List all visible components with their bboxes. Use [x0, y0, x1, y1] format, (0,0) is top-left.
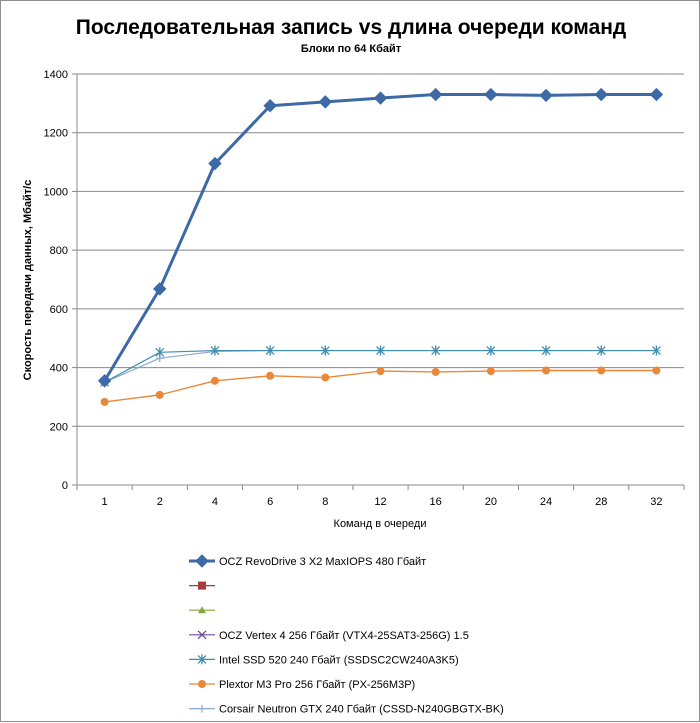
chart-title: Последовательная запись vs длина очереди команд [75, 16, 627, 39]
data-point [542, 367, 550, 375]
x-tick-label: 2 [156, 496, 163, 508]
legend-marker [196, 555, 208, 567]
data-point [211, 377, 219, 385]
data-point [487, 367, 495, 375]
series-4 [101, 346, 661, 388]
y-tick-label: 0 [61, 480, 68, 492]
x-tick-label: 20 [484, 496, 497, 508]
series-line [105, 95, 657, 381]
legend-marker [198, 680, 206, 688]
legend-entry [189, 555, 426, 568]
y-tick-label: 200 [49, 421, 68, 434]
x-tick-label: 12 [374, 496, 387, 508]
legend-entry [189, 654, 459, 666]
legend-entry [189, 704, 504, 716]
legend-entry [189, 630, 469, 642]
legend-label: Corsair Neutron GTX 240 Гбайт (CSSD-N240GBGTX-BK) [219, 703, 504, 716]
legend-marker [198, 705, 206, 713]
data-point [377, 367, 385, 375]
data-point [266, 372, 274, 380]
legend-label: OCZ RevoDrive 3 X2 MaxIOPS 480 Гбайт [219, 556, 427, 568]
legend-entry [189, 679, 415, 691]
series-layer [99, 89, 663, 406]
y-tick-label: 1000 [43, 186, 68, 199]
x-tick-label: 24 [539, 496, 553, 508]
data-point [432, 368, 440, 376]
x-tick-label: 32 [650, 496, 663, 508]
axes [77, 74, 684, 485]
legend-label: Plextor M3 Pro 256 Гбайт (PX-256M3P) [219, 679, 416, 691]
data-point [375, 92, 387, 104]
x-axis-label: Команд в очереди [333, 518, 427, 530]
y-axis-label: Скорость передачи данных, Мбайт/с [22, 179, 34, 381]
series-line [105, 371, 657, 402]
data-point [652, 367, 660, 375]
line-chart [1, 1, 700, 723]
legend-label: OCZ Vertex 4 256 Гбайт (VTX4-25SAT3-256G) 1.5 [219, 629, 469, 642]
data-point [321, 374, 329, 382]
y-tick-label: 400 [49, 362, 68, 375]
data-point [595, 89, 607, 101]
y-tick-label: 800 [49, 245, 68, 258]
data-point [430, 89, 442, 101]
x-tick-label: 8 [322, 496, 329, 508]
x-tick-label: 28 [595, 496, 608, 508]
y-tick-label: 1200 [43, 127, 68, 140]
series-0 [99, 89, 663, 387]
legend-marker [198, 582, 206, 590]
legend-entry [189, 606, 215, 613]
series-5 [101, 367, 661, 406]
data-point [319, 96, 331, 108]
y-tick-label: 600 [49, 303, 68, 316]
y-tick-label: 1400 [43, 69, 68, 81]
chart-subtitle: Блоки по 64 Кбайт [300, 43, 402, 55]
x-tick-label: 16 [429, 496, 442, 508]
x-axis-ticks [77, 485, 684, 508]
data-point [101, 398, 109, 406]
x-tick-label: 4 [211, 496, 219, 508]
y-axis-ticks [44, 69, 77, 492]
legend-entry [189, 582, 215, 590]
data-point [597, 367, 605, 375]
data-point [540, 89, 552, 101]
legend-label: Intel SSD 520 240 Гбайт (SSDSC2CW240A3K5) [219, 654, 459, 667]
data-point [650, 89, 662, 101]
legend [189, 555, 504, 716]
x-tick-label: 6 [267, 496, 274, 508]
data-point [156, 391, 164, 399]
data-point [485, 89, 497, 101]
x-tick-label: 1 [101, 496, 108, 508]
